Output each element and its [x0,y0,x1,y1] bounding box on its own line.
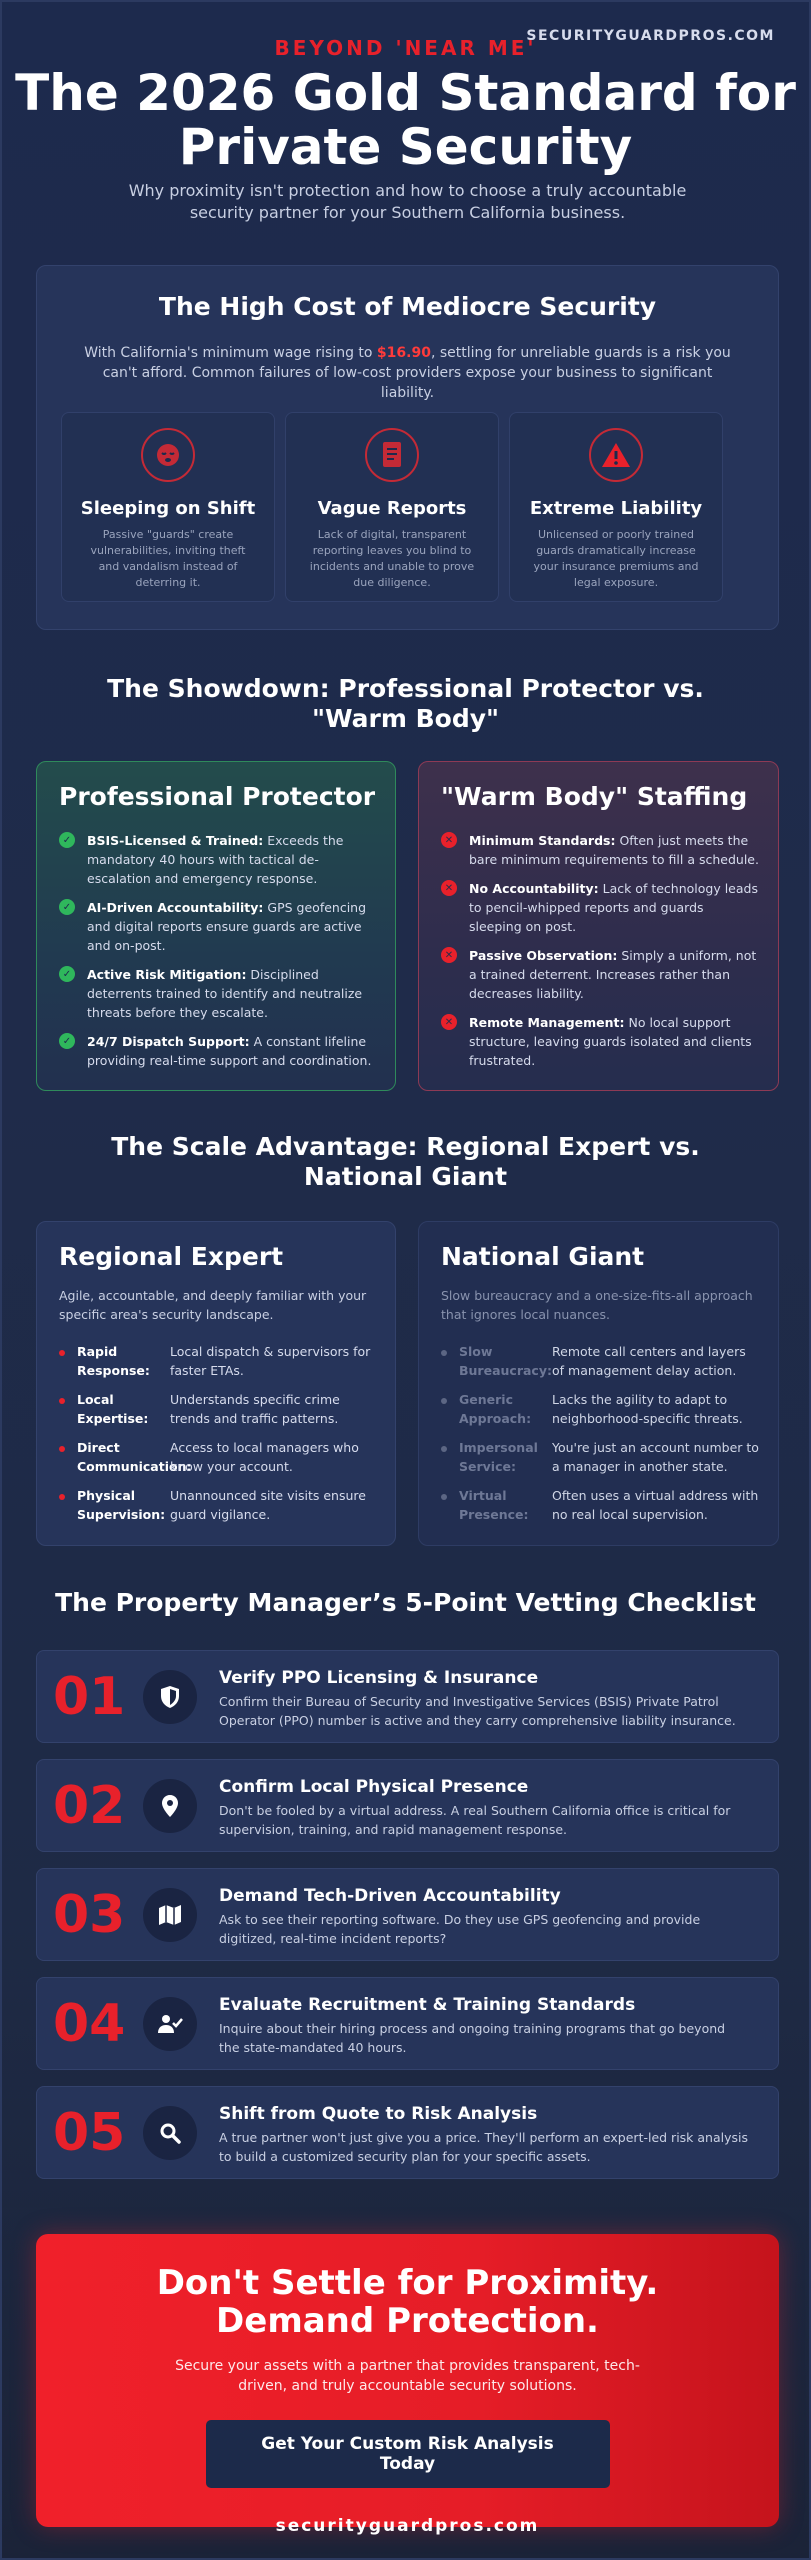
step-text: A true partner won't just give you a price. They'll perform an expert-led risk analysis to build a customized security plan for your specific assets. [219,2130,748,2164]
national-lead: Slow bureaucracy and a one-size-fits-all approach that ignores local nuances. [441,1288,753,1322]
national-item: Generic Approach: Lacks the agility to adapt to neighborhood-specific threats. [441,1390,760,1428]
pro-title: Professional Protector [59,782,376,811]
sleeping-face-icon [141,428,195,482]
step-title: Demand Tech-Driven Accountability [219,1886,561,1906]
checklist-item [36,1868,779,1961]
section-title: The High Cost of Mediocre Security [158,292,657,321]
brand-url[interactable]: SECURITYGUARDPROS.COM [526,28,775,44]
step-number: 01 [53,1667,126,1727]
checklist-item [36,2086,779,2179]
regional-item: Physical Supervision: Unannounced site visits ensure guard vigilance. [59,1486,377,1524]
step-title: Shift from Quote to Risk Analysis [219,2104,538,2124]
x-icon: ✕ [441,880,457,896]
step-title: Verify PPO Licensing & Insurance [219,1668,539,1688]
cta-url[interactable]: securityguardpros.com [275,2516,540,2536]
check-icon: ✓ [59,1033,75,1049]
warm-body-card [418,761,779,1091]
page-subtitle: Why proximity isn't protection and how to choose a truly accountable security partner for your Southern California business. [128,181,687,222]
risk-analysis-button[interactable]: Get Your Custom Risk Analysis Today [206,2420,610,2488]
checklist-item [36,1977,779,2070]
pro-item: ✓ AI-Driven Accountability: GPS geofencing and digital reports ensure guards are active and on-post. [59,898,377,955]
regional-item: Local Expertise: Understands specific crime trends and traffic patterns. [59,1390,377,1428]
warm-title: "Warm Body" Staffing [441,782,748,811]
regional-item: Direct Communication: Access to local managers who know your account. [59,1438,377,1476]
scale-title: The Scale Advantage: Regional Expert vs. National Giant [111,1132,700,1191]
national-title: National Giant [441,1242,645,1271]
national-item: Slow Bureaucracy: Remote call centers and layers of management delay action. [441,1342,760,1380]
risk-card-text: Passive "guards" create vulnerabilities, inviting theft and vandalism instead of deterring it. [90,528,246,589]
cta-title: Don't Settle for Proximity. Demand Protection. [156,2263,659,2341]
professional-protector-card [36,761,396,1091]
national-giant-card [418,1221,779,1546]
risk-card-text: Lack of digital, transparent reporting leaves you blind to incidents and unable to prove due diligence. [309,528,475,589]
risk-card-title: Sleeping on Shift [80,498,256,519]
location-pin-icon [143,1779,197,1833]
step-number: 03 [53,1885,126,1945]
national-item: Impersonal Service: You're just an account number to a manager in another state. [441,1438,760,1476]
pro-item: ✓ BSIS-Licensed & Trained: Exceeds the mandatory 40 hours with tactical de-escalation and emergency response. [59,831,377,888]
check-icon: ✓ [59,832,75,848]
step-number: 05 [53,2103,126,2163]
step-text: Ask to see their reporting software. Do they use GPS geofencing and provide digitized, real-time incident reports? [219,1912,701,1946]
map-icon [143,1888,197,1942]
check-icon: ✓ [59,966,75,982]
risk-card-liability [509,412,723,602]
x-icon: ✕ [441,947,457,963]
showdown-title: The Showdown: Professional Protector vs. "Warm Body" [107,674,704,733]
cost-intro: With California's minimum wage rising to $16.90, settling for unreliable guards is a risk you can't afford. Common failures of low-cost providers expose your business to significant liability. [84,345,731,401]
cta-banner [36,2234,779,2536]
risk-card-title: Vague Reports [317,498,467,519]
cta-text: Secure your assets with a partner that provides transparent, tech-driven, and truly accountable security solutions. [175,2358,640,2394]
step-title: Evaluate Recruitment & Training Standards [219,1995,636,2015]
step-title: Confirm Local Physical Presence [219,1777,529,1797]
warm-item: ✕ Minimum Standards: Often just meets the bare minimum requirements to fill a schedule. [441,831,760,869]
risk-card-title: Extreme Liability [529,498,703,519]
search-icon [143,2106,197,2160]
warm-item: ✕ Remote Management: No local support structure, leaving guards isolated and clients frustrated. [441,1013,760,1070]
user-training-icon [143,1997,197,2051]
shield-icon [143,1670,197,1724]
minimum-wage: $16.90 [376,345,431,361]
x-icon: ✕ [441,1014,457,1030]
x-icon: ✕ [441,832,457,848]
warm-item: ✕ Passive Observation: Simply a uniform, not a trained deterrent. Increases rather than decreases liability. [441,946,760,1003]
regional-expert-card [36,1221,396,1546]
regional-item: Rapid Response: Local dispatch & supervisors for faster ETAs. [59,1342,377,1380]
kicker: BEYOND 'NEAR ME' [274,36,537,60]
checklist-item [36,1759,779,1852]
risk-card-reports [285,412,499,602]
regional-title: Regional Expert [59,1242,284,1271]
step-number: 02 [53,1776,126,1836]
step-text: Inquire about their hiring process and ongoing training programs that go beyond the state-mandated 40 hours. [219,2021,726,2055]
risk-card-sleeping [61,412,275,602]
checklist-item [36,1650,779,1743]
pro-item: ✓ Active Risk Mitigation: Disciplined deterrents trained to identify and neutralize threats before they escalate. [59,965,377,1022]
pro-item: ✓ 24/7 Dispatch Support: A constant lifeline providing real-time support and coordination. [59,1032,377,1070]
document-icon [365,428,419,482]
step-number: 04 [53,1994,126,2054]
check-icon: ✓ [59,899,75,915]
regional-lead: Agile, accountable, and deeply familiar with your specific area's security landscape. [59,1288,367,1322]
step-text: Confirm their Bureau of Security and Investigative Services (BSIS) Private Patrol Operator (PPO) number is active and they carry comprehensive liability insurance. [219,1694,736,1728]
risk-card-text: Unlicensed or poorly trained guards dramatically increase your insurance premiums and legal exposure. [533,528,699,589]
warm-item: ✕ No Accountability: Lack of technology leads to pencil-whipped reports and guards sleeping on post. [441,879,760,936]
warning-icon [589,428,643,482]
checklist-title: The Property Manager’s 5-Point Vetting Checklist [55,1588,756,1617]
step-text: Don't be fooled by a virtual address. A real Southern California office is critical for supervision, training, and rapid management response. [219,1803,731,1837]
page-title: The 2026 Gold Standard for Private Security [15,64,796,176]
high-cost-section [36,265,779,630]
national-item: Virtual Presence: Often uses a virtual address with no real local supervision. [441,1486,760,1524]
